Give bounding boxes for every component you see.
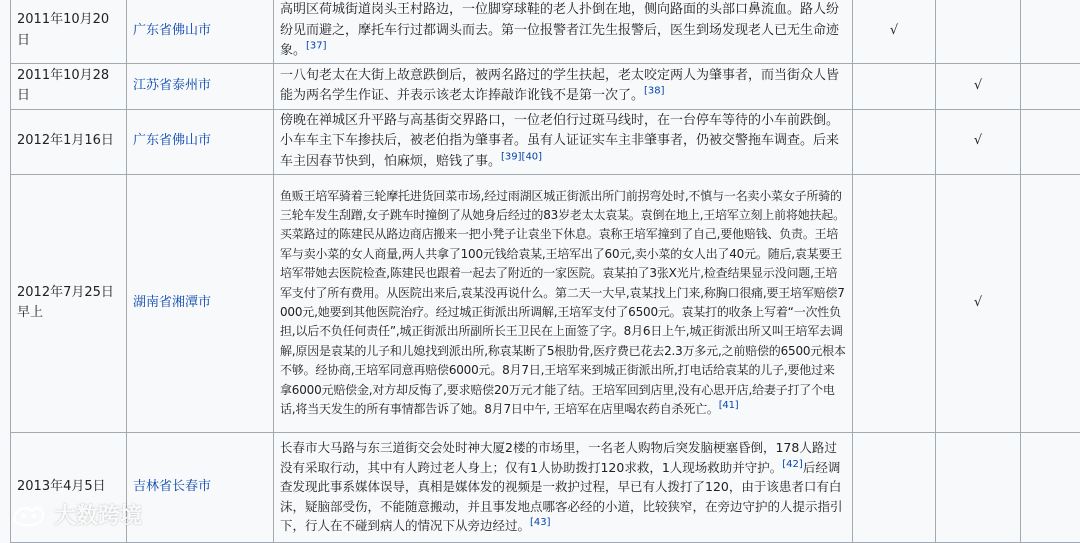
check-cell-3 xyxy=(1021,109,1080,174)
location-cell xyxy=(127,432,274,542)
location-link[interactable]: 湖南省湘潭市 xyxy=(133,295,211,310)
check-cell-2: √ xyxy=(936,109,1021,174)
location-link[interactable]: 江苏省泰州市 xyxy=(133,78,211,93)
check-cell-2: √ xyxy=(936,63,1021,109)
location-link[interactable]: 广东省佛山市 xyxy=(133,133,211,148)
description-text: 高明区荷城街道岗头王村路边，一位脚穿球鞋的老人扑倒在地，侧向路面的头部口鼻流血。路人纷纷见而避之，摩托车行过都调头而去。第一位报警者江先生报警后，医生到场发现老人已无生命迹象。 xyxy=(280,2,839,58)
check-cell-1 xyxy=(853,432,936,542)
description-text-continued: 后经调查发现此事系媒体误导，真相是媒体发的视频是一救护过程，早已有人拨打了120，由于该患者口有白沫，疑脑部受伤，不能随意搬动，并且事发地点哪客必经的小道，比较狭窄，在旁边守护的人提示指引下，行人在不碰到病人的情况下从旁边经过。 xyxy=(280,460,843,534)
location-cell xyxy=(127,0,274,63)
description-cell xyxy=(274,109,853,174)
description-text: 鱼贩王培军骑着三轮摩托进货回菜市场,经过雨湖区城正街派出所门前拐弯处时,不慎与一名卖小菜女子所骑的三轮车发生刮蹭,女子跳车时撞倒了从她身后经过的83岁老太太袁某。袁倒在地上,王培军立刻上前将她扶起。买菜路过的陈建民从路边商店搬来一把小凳子让袁坐下休息。袁称王培军撞到了自己,要他赔钱、负责。王培军与卖小菜的女人商量,两人共拿了100元钱给袁某,王培军出了60元,卖小菜的女人出了40元。随后,袁某要王培军带她去医院检查,陈建民也跟着一起去了附近的一家医院。袁某拍了3张X光片,检查结果显示没问题,王培军支付了所有费用。从医院出来后,袁某没再说什么。第二天一大早,袁某找上门来,称胸口很痛,要王培军赔偿7000元,她要到其他医院治疗。经过城正街派出所调解,王培军支付了6500元。袁某打的收条上写着“一次性负担,以后不负任何责任”,城正街派出所副所长王卫民在上面签了字。8月6日上午,城正街派出所又叫王培军去调解,原因是袁某的儿子和儿媳找到派出所,称袁某断了5根肋骨,医疗费已花去2.3万多元,之前赔偿的6500元根本不够。经协商,王培军同意再赔偿6000元。8月7日,王培军来到城正街派出所,打电话给袁某的儿子,要他过来拿6000元赔偿金,对方却反悔了,要求赔偿20万元才能了结。王培军回到店里,没有心思开店,给妻子打了个电话,将当天发生的所有事情都告诉了她。8月7日中午, 王培军在店里喝农药自杀死亡。 xyxy=(280,189,846,416)
watermark-text: 大数跨境 xyxy=(54,499,142,530)
check-cell-3 xyxy=(1021,174,1080,432)
watermark-logo-icon xyxy=(8,501,48,529)
location-cell xyxy=(127,63,274,109)
reference-link[interactable]: [43] xyxy=(530,517,551,528)
date-cell: 2011年10月28日 xyxy=(11,63,127,109)
table-row xyxy=(11,432,1080,542)
reference-link[interactable]: [42] xyxy=(782,458,803,469)
check-cell-3 xyxy=(1021,63,1080,109)
table-row xyxy=(11,0,1080,63)
description-text: 傍晚在禅城区升平路与高基街交界路口，一位老伯行过斑马线时，在一台停车等待的小车前跌倒。小车车主下车掺扶后，被老伯指为肇事者。虽有人证证实车主非肇事者，仍被交警拖车调查。后来车主因春节快到，怕麻烦，赔钱了事。 xyxy=(280,113,839,169)
check-cell-2 xyxy=(936,0,1021,63)
description-text: 长春市大马路与东三道街交会处时神大厦2楼的市场里，一名老人购物后突发脑梗塞昏倒，178人路过没有采取行动，其中有人跨过老人身上；仅有1人协助拨打120求救，1人现场救助并守护。 xyxy=(280,440,837,475)
check-cell-3 xyxy=(1021,0,1080,63)
date-cell: 2011年10月20日 xyxy=(11,0,127,63)
check-cell-1 xyxy=(853,174,936,432)
reference-link[interactable]: [41] xyxy=(719,400,739,411)
description-cell xyxy=(274,432,853,542)
description-text: 一八旬老太在大街上故意跌倒后，被两名路过的学生扶起，老太咬定两人为肇事者，而当街众人皆能为两名学生作证、并表示该老太诈捧敲诈讹钱不是第一次了。 xyxy=(280,68,839,104)
date-cell: 2013年4月5日 xyxy=(11,432,127,542)
description-cell xyxy=(274,0,853,63)
date-cell: 2012年1月16日 xyxy=(11,109,127,174)
check-cell-1 xyxy=(853,63,936,109)
incident-table xyxy=(10,0,1080,543)
location-cell xyxy=(127,109,274,174)
table-row xyxy=(11,174,1080,432)
check-cell-2: √ xyxy=(936,174,1021,432)
table-row xyxy=(11,109,1080,174)
date-cell: 2012年7月25日早上 xyxy=(11,174,127,432)
check-cell-3 xyxy=(1021,432,1080,542)
reference-link[interactable]: [40] xyxy=(522,151,543,162)
location-link[interactable]: 广东省佛山市 xyxy=(133,23,211,38)
location-cell xyxy=(127,174,274,432)
description-cell xyxy=(274,174,853,432)
check-cell-2 xyxy=(936,432,1021,542)
check-cell-1 xyxy=(853,109,936,174)
check-cell-1: √ xyxy=(853,0,936,63)
reference-link[interactable]: [38] xyxy=(644,86,665,97)
table-row xyxy=(11,63,1080,109)
location-link[interactable]: 吉林省长春市 xyxy=(133,479,211,494)
description-cell xyxy=(274,63,853,109)
watermark xyxy=(8,499,142,530)
reference-link[interactable]: [39] xyxy=(501,151,522,162)
reference-link[interactable]: [37] xyxy=(306,41,327,52)
